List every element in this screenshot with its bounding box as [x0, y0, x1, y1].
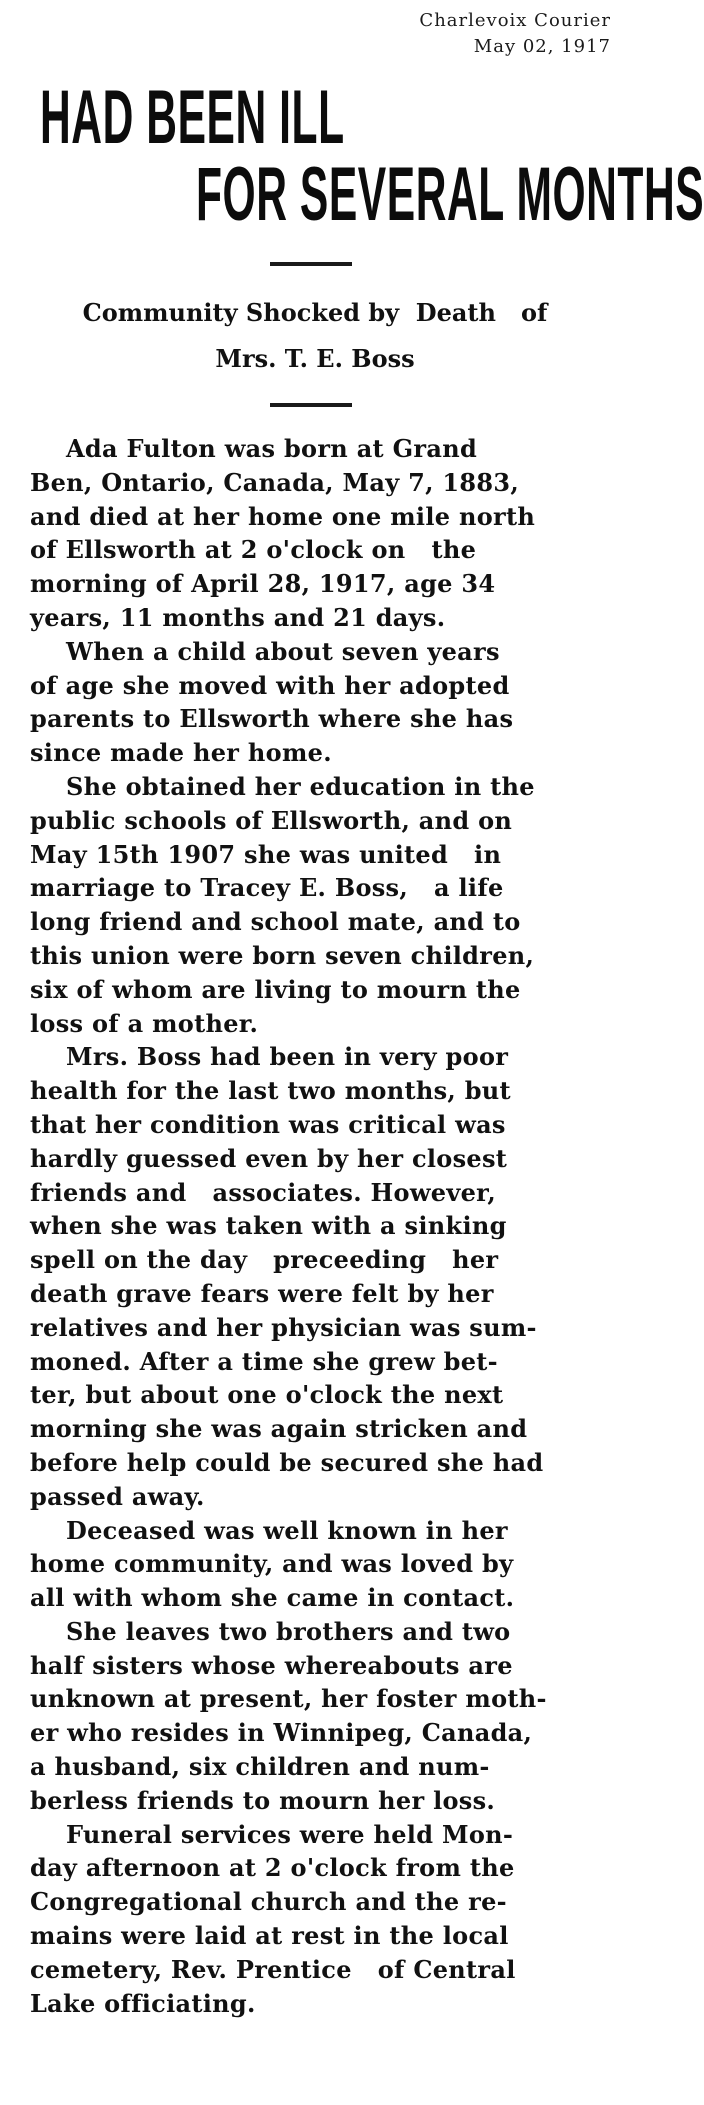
article-line: Mrs. Boss had been in very poor	[66, 1042, 509, 1072]
article-paragraph	[30, 1040, 595, 1513]
article-paragraph	[30, 432, 595, 635]
article-line: relatives and her physician was sum-	[30, 1312, 537, 1342]
article-line: when she was taken with a sinking	[30, 1211, 507, 1241]
article-line: years, 11 months and 21 days.	[30, 602, 446, 632]
article-line: half sisters whose whereabouts are	[30, 1650, 513, 1680]
source-citation	[419, 8, 611, 60]
article-line: When a child about seven years	[66, 636, 500, 666]
article-line: moned. After a time she grew bet-	[30, 1346, 498, 1376]
divider-rule-bottom	[270, 403, 352, 407]
article-line: long friend and school mate, and to	[30, 907, 521, 937]
article-line: morning she was again stricken and	[30, 1414, 528, 1444]
article-line: health for the last two months, but	[30, 1076, 511, 1106]
publication-date: May 02, 1917	[473, 36, 611, 57]
article-line: and died at her home one mile north	[30, 501, 536, 531]
article-paragraph	[30, 1615, 595, 1818]
article-line: friends and associates. However,	[30, 1177, 497, 1207]
article-line: public schools of Ellsworth, and on	[30, 805, 513, 835]
article-line: six of whom are living to mourn the	[30, 974, 521, 1004]
article-line: death grave fears were felt by her	[30, 1278, 494, 1308]
headline-line-1: HAD BEEN ILL	[40, 75, 345, 160]
article-line: Lake officiating.	[30, 1988, 256, 2018]
article-line: mains were laid at rest in the local	[30, 1921, 509, 1951]
article-line: unknown at present, her foster moth-	[30, 1684, 547, 1714]
article-line: a husband, six children and num-	[30, 1752, 490, 1782]
article-line: Ada Fulton was born at Grand	[66, 434, 478, 463]
article-line: She obtained her education in the	[66, 771, 535, 801]
article-line: since made her home.	[30, 738, 332, 768]
article-paragraph	[30, 635, 595, 770]
article-line: home community, and was loved by	[30, 1549, 514, 1579]
article-line: May 15th 1907 she was united in	[30, 839, 502, 869]
publication-name: Charlevoix Courier	[419, 10, 611, 31]
article-line: parents to Ellsworth where she has	[30, 704, 514, 734]
article-line: loss of a mother.	[30, 1008, 259, 1038]
subheadline-line-2: Mrs. T. E. Boss	[215, 344, 415, 373]
article-line: this union were born seven children,	[30, 940, 535, 970]
article-line: Funeral services were held Mon-	[66, 1819, 514, 1849]
article-line: marriage to Tracey E. Boss, a life	[30, 873, 504, 903]
article-line: before help could be secured she had	[30, 1447, 544, 1477]
article-line: of Ellsworth at 2 o'clock on the	[30, 535, 477, 565]
article-line: Ben, Ontario, Canada, May 7, 1883,	[30, 467, 520, 497]
subheadline-line-1: Community Shocked by Death of	[82, 298, 548, 327]
headline-line-2: FOR SEVERAL MONTHS	[196, 152, 704, 237]
article-line: passed away.	[30, 1481, 205, 1511]
article-line: spell on the day preceeding her	[30, 1245, 499, 1275]
article-line: that her condition was critical was	[30, 1109, 506, 1139]
article-line: of age she moved with her adopted	[30, 670, 510, 700]
article-line: berless friends to mourn her loss.	[30, 1785, 496, 1815]
article-line: all with whom she came in contact.	[30, 1583, 515, 1613]
article-line: ter, but about one o'clock the next	[30, 1380, 504, 1410]
article-line: hardly guessed even by her closest	[30, 1143, 508, 1173]
article-line: She leaves two brothers and two	[66, 1616, 511, 1646]
article-line: morning of April 28, 1917, age 34	[30, 569, 496, 599]
article-paragraph	[30, 770, 595, 1040]
article-line: day afternoon at 2 o'clock from the	[30, 1853, 515, 1883]
article-paragraph	[30, 1818, 595, 2021]
article-line: er who resides in Winnipeg, Canada,	[30, 1718, 533, 1748]
article-line: Deceased was well known in her	[66, 1515, 508, 1545]
divider-rule-top	[270, 262, 352, 266]
article-paragraph	[30, 1514, 595, 1615]
article-line: cemetery, Rev. Prentice of Central	[30, 1954, 516, 1984]
article-body	[30, 432, 595, 2020]
article-line: Congregational church and the re-	[30, 1887, 507, 1917]
